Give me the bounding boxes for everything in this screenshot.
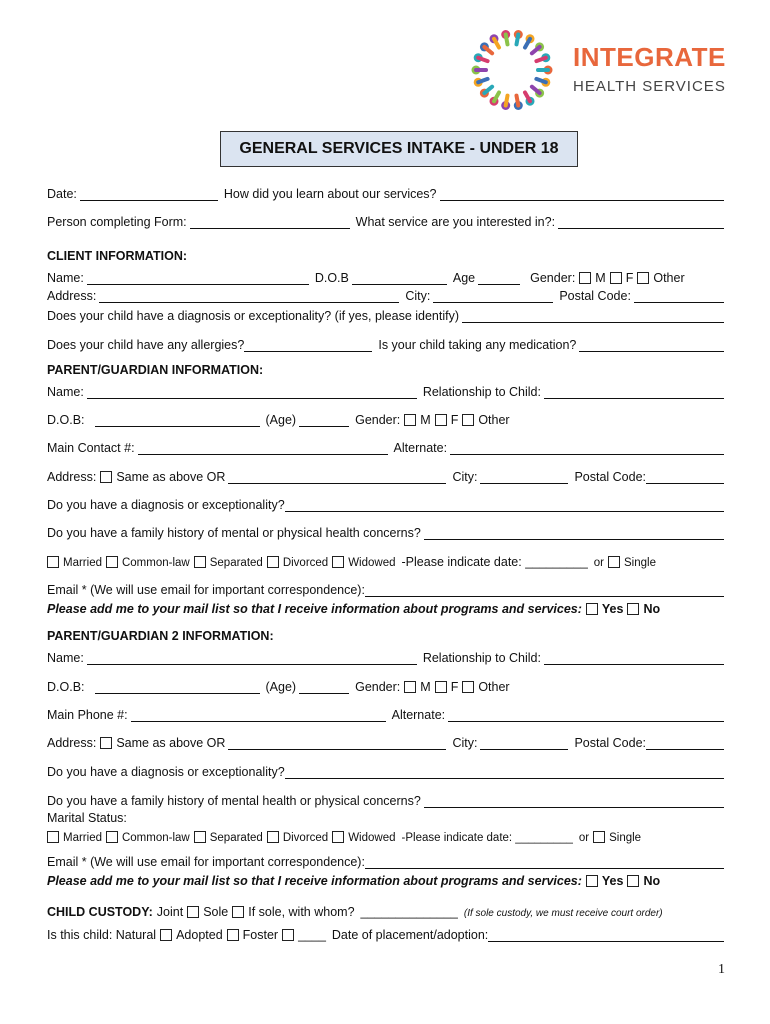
- g1-main-contact-field[interactable]: [138, 440, 388, 455]
- g1-relationship-label: Relationship to Child:: [422, 385, 541, 399]
- client-diagnosis-label: Does your child have a diagnosis or exceptionality? (if yes, please identify): [47, 309, 460, 323]
- g2-address-label: Address:: [47, 736, 97, 750]
- g2-dob-field[interactable]: [95, 679, 260, 694]
- g2-divorced-label: Divorced: [282, 832, 329, 844]
- g1-name-label: Name:: [47, 385, 84, 399]
- g1-gender-m-checkbox[interactable]: [404, 414, 416, 426]
- placement-date-field[interactable]: [488, 927, 724, 942]
- g1-gender-f-checkbox[interactable]: [435, 414, 447, 426]
- how-learn-label: How did you learn about our services?: [223, 187, 437, 201]
- g2-postal-label: Postal Code:: [574, 736, 647, 750]
- g1-widowed-label: Widowed: [348, 557, 396, 569]
- client-medication-label: Is your child taking any medication?: [378, 338, 577, 352]
- custody-joint-checkbox[interactable]: [187, 906, 199, 918]
- logo-title: INTEGRATE: [573, 42, 726, 72]
- g2-f-label: F: [450, 680, 459, 694]
- g2-city-label: City:: [452, 736, 478, 750]
- g1-diagnosis-field[interactable]: [285, 497, 724, 512]
- g1-address-label: Address:: [47, 470, 97, 484]
- client-dob-field[interactable]: [352, 270, 447, 285]
- service-interest-field[interactable]: [558, 214, 724, 229]
- guardian1-heading: PARENT/GUARDIAN INFORMATION:: [47, 363, 264, 377]
- g1-age-field[interactable]: [299, 412, 349, 427]
- logo-figure-body: [506, 96, 508, 106]
- g2-family-history-field[interactable]: [424, 793, 724, 808]
- g1-city-label: City:: [452, 470, 478, 484]
- custody-sole-label: Sole: [203, 905, 229, 919]
- client-age-label: Age: [452, 271, 476, 285]
- g2-mail-list-label: Please add me to your mail list so that I receive information about programs and services:: [47, 874, 582, 888]
- child-foster-checkbox[interactable]: [282, 929, 294, 941]
- g2-address-row: [47, 732, 724, 750]
- date-label: Date:: [47, 187, 77, 201]
- g1-alternate-label: Alternate:: [393, 441, 448, 455]
- g1-age-label: (Age): [265, 413, 297, 427]
- child-natural-label: Is this child: Natural: [47, 928, 157, 942]
- child-natural-checkbox[interactable]: [160, 929, 172, 941]
- client-diagnosis-row: [47, 305, 724, 323]
- g1-mail-no-checkbox[interactable]: [627, 603, 639, 615]
- g2-email-row: [47, 851, 724, 869]
- g1-mail-list-row: [47, 598, 724, 616]
- g1-separated-checkbox[interactable]: [194, 556, 206, 568]
- g2-other-label: Other: [478, 680, 510, 694]
- g2-indicate-date-label: -Please indicate date: _________: [401, 832, 573, 844]
- g1-email-row: [47, 579, 724, 597]
- g1-postal-label: Postal Code:: [574, 470, 647, 484]
- g1-divorced-checkbox[interactable]: [267, 556, 279, 568]
- g2-same-as-above-checkbox[interactable]: [100, 737, 112, 749]
- g1-single-checkbox[interactable]: [608, 556, 620, 568]
- g2-name-row: [47, 647, 724, 665]
- g2-age-label: (Age): [265, 680, 297, 694]
- g2-age-field[interactable]: [299, 679, 349, 694]
- client-name-row: [47, 267, 724, 285]
- g2-gender-m-checkbox[interactable]: [404, 681, 416, 693]
- logo-subtitle: HEALTH SERVICES: [573, 78, 726, 95]
- g1-dob-label: D.O.B:: [47, 413, 85, 427]
- g1-marital-row: [43, 551, 724, 569]
- custody-heading: CHILD CUSTODY:: [47, 905, 153, 919]
- client-diagnosis-field[interactable]: [462, 308, 724, 323]
- client-allergies-label: Does your child have any allergies?: [47, 338, 245, 352]
- client-gender-other-checkbox[interactable]: [637, 272, 649, 284]
- client-other-label: Other: [653, 271, 685, 285]
- client-postal-label: Postal Code:: [559, 289, 631, 303]
- g1-city-field[interactable]: [480, 469, 568, 484]
- g1-email-label: Email * (We will use email for important correspondence):: [47, 583, 365, 597]
- g1-main-contact-label: Main Contact #:: [47, 441, 135, 455]
- logo-figure-body: [532, 47, 540, 53]
- g2-diagnosis-field[interactable]: [285, 764, 724, 779]
- g2-marital-label: Marital Status:: [47, 811, 127, 825]
- g2-diagnosis-label: Do you have a diagnosis or exceptionality?: [47, 765, 285, 779]
- logo-figure-body: [532, 87, 540, 93]
- g2-dob-row: [47, 676, 724, 694]
- g2-family-history-label: Do you have a family history of mental health or physical concerns?: [47, 794, 421, 808]
- g2-postal-field[interactable]: [646, 735, 724, 750]
- g1-contact-row: [47, 437, 724, 455]
- g1-married-checkbox[interactable]: [47, 556, 59, 568]
- g1-or-label: or: [593, 557, 605, 569]
- g1-email-field[interactable]: [365, 582, 724, 597]
- g2-common-law-label: Common-law: [121, 832, 190, 844]
- g1-diagnosis-label: Do you have a diagnosis or exceptionality?: [47, 498, 285, 512]
- g2-name-field[interactable]: [87, 650, 417, 665]
- client-heading: CLIENT INFORMATION:: [47, 249, 188, 263]
- person-completing-field[interactable]: [190, 214, 350, 229]
- g2-married-checkbox[interactable]: [47, 831, 59, 843]
- g1-mail-yes-checkbox[interactable]: [586, 603, 598, 615]
- service-interest-label: What service are you interested in?:: [355, 215, 556, 229]
- child-adopted-label: Adopted: [176, 928, 223, 942]
- g2-dob-label: D.O.B:: [47, 680, 85, 694]
- g2-relationship-label: Relationship to Child:: [422, 651, 541, 665]
- g2-yes-label: Yes: [601, 874, 624, 888]
- g2-mail-list-row: [47, 870, 724, 888]
- g2-alternate-label: Alternate:: [391, 708, 446, 722]
- g1-family-history-label: Do you have a family history of mental or physical health concerns?: [47, 526, 421, 540]
- g2-relationship-field[interactable]: [544, 650, 724, 665]
- client-gender-f-checkbox[interactable]: [610, 272, 622, 284]
- g1-name-field[interactable]: [87, 384, 417, 399]
- g1-alternate-field[interactable]: [450, 440, 724, 455]
- g1-postal-field[interactable]: [646, 469, 724, 484]
- g1-single-label: Single: [624, 557, 656, 569]
- client-address-field[interactable]: [99, 288, 399, 303]
- g1-same-as-above-label: Same as above OR: [116, 470, 226, 484]
- child-status-row: [47, 924, 724, 942]
- guardian2-heading: PARENT/GUARDIAN 2 INFORMATION:: [47, 629, 274, 643]
- client-postal-field[interactable]: [634, 288, 724, 303]
- child-other-blank[interactable]: ____: [298, 928, 326, 942]
- placement-date-label: Date of placement/adoption:: [331, 928, 489, 942]
- client-f-label: F: [625, 271, 634, 285]
- g2-diagnosis-row: [47, 761, 724, 779]
- g2-gender-label: Gender:: [355, 680, 401, 694]
- g1-gender-other-checkbox[interactable]: [462, 414, 474, 426]
- g1-name-row: [47, 381, 724, 399]
- g1-dob-row: [47, 409, 724, 427]
- client-gender-label: Gender:: [530, 271, 576, 285]
- date-row: [47, 183, 724, 201]
- form-title: GENERAL SERVICES INTAKE - UNDER 18: [220, 131, 578, 167]
- custody-if-sole-label: If sole, with whom?: [248, 905, 355, 919]
- custody-joint-label: Joint: [156, 905, 184, 919]
- custody-note: (If sole custody, we must receive court order): [463, 908, 663, 919]
- g1-separated-label: Separated: [209, 557, 263, 569]
- g1-common-law-label: Common-law: [121, 557, 190, 569]
- client-address-label: Address:: [47, 289, 97, 303]
- g1-indicate-date-label: -Please indicate date: _________: [401, 555, 588, 569]
- custody-row: [47, 901, 724, 919]
- g1-family-history-row: [47, 522, 724, 540]
- g2-email-label: Email * (We will use email for important correspondence):: [47, 855, 365, 869]
- g1-m-label: M: [420, 413, 431, 427]
- g2-address-field[interactable]: [228, 735, 446, 750]
- g1-family-history-field[interactable]: [424, 525, 724, 540]
- g2-separated-label: Separated: [209, 832, 263, 844]
- how-learn-field[interactable]: [440, 186, 724, 201]
- g2-city-field[interactable]: [480, 735, 568, 750]
- g1-widowed-checkbox[interactable]: [332, 556, 344, 568]
- g2-marital-row: [43, 826, 724, 844]
- g2-gender-other-checkbox[interactable]: [462, 681, 474, 693]
- logo-figure-body: [484, 87, 492, 93]
- g1-married-label: Married: [63, 557, 102, 569]
- g1-dob-field[interactable]: [95, 412, 260, 427]
- person-completing-label: Person completing Form:: [47, 215, 187, 229]
- client-city-field[interactable]: [433, 288, 553, 303]
- client-address-row: [47, 285, 724, 303]
- g2-same-as-above-label: Same as above OR: [116, 736, 226, 750]
- client-name-field[interactable]: [87, 270, 309, 285]
- g1-no-label: No: [643, 602, 661, 616]
- g2-mail-yes-checkbox[interactable]: [586, 875, 598, 887]
- logo-figure-body: [517, 35, 519, 45]
- client-allergies-row: [47, 334, 724, 352]
- g1-gender-label: Gender:: [355, 413, 401, 427]
- client-city-label: City:: [405, 289, 431, 303]
- g1-divorced-label: Divorced: [282, 557, 329, 569]
- date-field[interactable]: [80, 186, 218, 201]
- g2-separated-checkbox[interactable]: [194, 831, 206, 843]
- logo-figure-body: [484, 47, 492, 53]
- g2-single-label: Single: [609, 832, 642, 844]
- client-allergies-field[interactable]: [244, 337, 372, 352]
- child-adopted-checkbox[interactable]: [227, 929, 239, 941]
- g2-no-label: No: [643, 874, 661, 888]
- custody-with-whom-field[interactable]: ______________: [360, 905, 458, 919]
- g2-phone-row: [47, 704, 724, 722]
- client-gender-m-checkbox[interactable]: [579, 272, 591, 284]
- child-foster-label: Foster: [242, 928, 279, 942]
- g2-alternate-field[interactable]: [448, 707, 724, 722]
- g2-married-label: Married: [63, 832, 102, 844]
- g2-email-field[interactable]: [365, 854, 724, 869]
- g1-address-row: [47, 466, 724, 484]
- g2-mail-no-checkbox[interactable]: [627, 875, 639, 887]
- g2-or-label: or: [578, 832, 590, 844]
- g2-name-label: Name:: [47, 651, 84, 665]
- g2-main-phone-label: Main Phone #:: [47, 708, 128, 722]
- page-number: 1: [718, 962, 725, 977]
- client-name-label: Name:: [47, 271, 84, 285]
- g1-mail-list-label: Please add me to your mail list so that I receive information about programs and services:: [47, 602, 582, 616]
- g2-marital-label-row: [47, 807, 724, 825]
- client-m-label: M: [595, 271, 606, 285]
- client-dob-label: D.O.B: [314, 271, 349, 285]
- g2-m-label: M: [420, 680, 431, 694]
- g2-single-checkbox[interactable]: [593, 831, 605, 843]
- g2-common-law-checkbox[interactable]: [106, 831, 118, 843]
- g2-main-phone-field[interactable]: [131, 707, 386, 722]
- g1-diagnosis-row: [47, 494, 724, 512]
- g1-common-law-checkbox[interactable]: [106, 556, 118, 568]
- custody-sole-checkbox[interactable]: [232, 906, 244, 918]
- person-row: [47, 211, 724, 229]
- g1-relationship-field[interactable]: [544, 384, 724, 399]
- g2-widowed-label: Widowed: [348, 832, 396, 844]
- g2-widowed-checkbox[interactable]: [332, 831, 344, 843]
- g1-other-label: Other: [478, 413, 510, 427]
- logo-figure-body: [517, 96, 519, 106]
- logo-figure-body: [506, 35, 508, 45]
- g2-divorced-checkbox[interactable]: [267, 831, 279, 843]
- g2-gender-f-checkbox[interactable]: [435, 681, 447, 693]
- g2-family-history-row: [47, 790, 724, 808]
- g1-address-field[interactable]: [228, 469, 446, 484]
- client-age-field[interactable]: [478, 270, 520, 285]
- g1-yes-label: Yes: [601, 602, 624, 616]
- client-medication-field[interactable]: [579, 337, 724, 352]
- g1-same-as-above-checkbox[interactable]: [100, 471, 112, 483]
- g1-f-label: F: [450, 413, 459, 427]
